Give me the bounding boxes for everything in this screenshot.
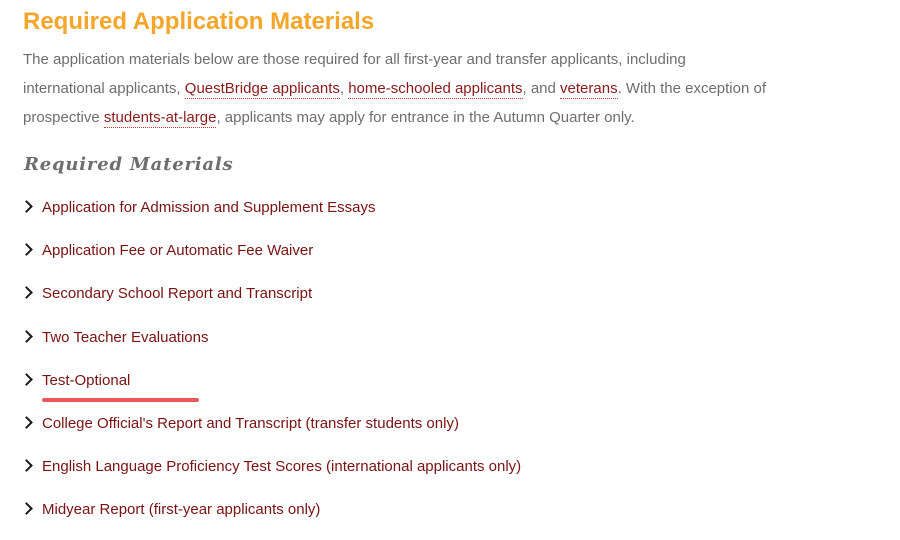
- material-link-teacher-evaluations[interactable]: Two Teacher Evaluations: [42, 328, 209, 346]
- chevron-right-icon: [20, 502, 33, 515]
- list-item: [22, 280, 521, 323]
- chevron-right-icon: [20, 459, 33, 472]
- intro-text: ,: [339, 80, 349, 97]
- material-link-midyear-report[interactable]: Midyear Report (first-year applicants only): [42, 501, 321, 519]
- page-title: Required Application Materials: [23, 8, 375, 35]
- material-link-test-optional[interactable]: Test-Optional: [42, 371, 131, 389]
- intro-paragraph: [23, 45, 843, 132]
- list-item: [22, 453, 521, 496]
- list-item: [22, 194, 521, 237]
- material-link-application-essays[interactable]: Application for Admission and Supplement Essays: [42, 199, 376, 216]
- highlight-underline: [42, 398, 199, 402]
- chevron-right-icon: [20, 200, 33, 213]
- chevron-right-icon: [20, 416, 33, 429]
- intro-text: prospective: [23, 109, 104, 126]
- section-heading-required-materials: Required Materials: [24, 154, 234, 175]
- chevron-right-icon: [20, 287, 33, 300]
- intro-line-3: [23, 103, 843, 132]
- list-item: [22, 496, 521, 539]
- list-item: [22, 237, 521, 280]
- questbridge-applicants-link[interactable]: QuestBridge applicants: [184, 80, 340, 97]
- home-schooled-applicants-link[interactable]: home-schooled applicants: [348, 80, 523, 97]
- intro-text: The application materials below are those required for all first-year and transfer applicants, including: [23, 51, 686, 68]
- intro-text: international applicants,: [23, 80, 185, 97]
- veterans-link[interactable]: veterans: [560, 80, 618, 97]
- chevron-right-icon: [20, 243, 33, 256]
- chevron-right-icon: [20, 330, 33, 343]
- intro-line-2: [23, 74, 843, 103]
- list-item: [22, 367, 521, 410]
- list-item: [22, 324, 521, 367]
- required-materials-list: [22, 194, 521, 540]
- intro-line-1: [23, 45, 843, 74]
- intro-text: , and: [522, 80, 561, 97]
- chevron-right-icon: [20, 373, 33, 386]
- material-link-school-report[interactable]: Secondary School Report and Transcript: [42, 285, 313, 303]
- list-item: [22, 410, 521, 453]
- intro-text: , applicants may apply for entrance in the Autumn Quarter only.: [216, 109, 635, 126]
- intro-text: . With the exception of: [617, 80, 766, 97]
- material-link-application-fee[interactable]: Application Fee or Automatic Fee Waiver: [42, 242, 314, 260]
- material-link-college-official-report[interactable]: College Official's Report and Transcript (transfer students only): [42, 414, 459, 432]
- students-at-large-link[interactable]: students-at-large: [103, 109, 217, 126]
- material-link-english-proficiency[interactable]: English Language Proficiency Test Scores (international applicants only): [42, 458, 522, 476]
